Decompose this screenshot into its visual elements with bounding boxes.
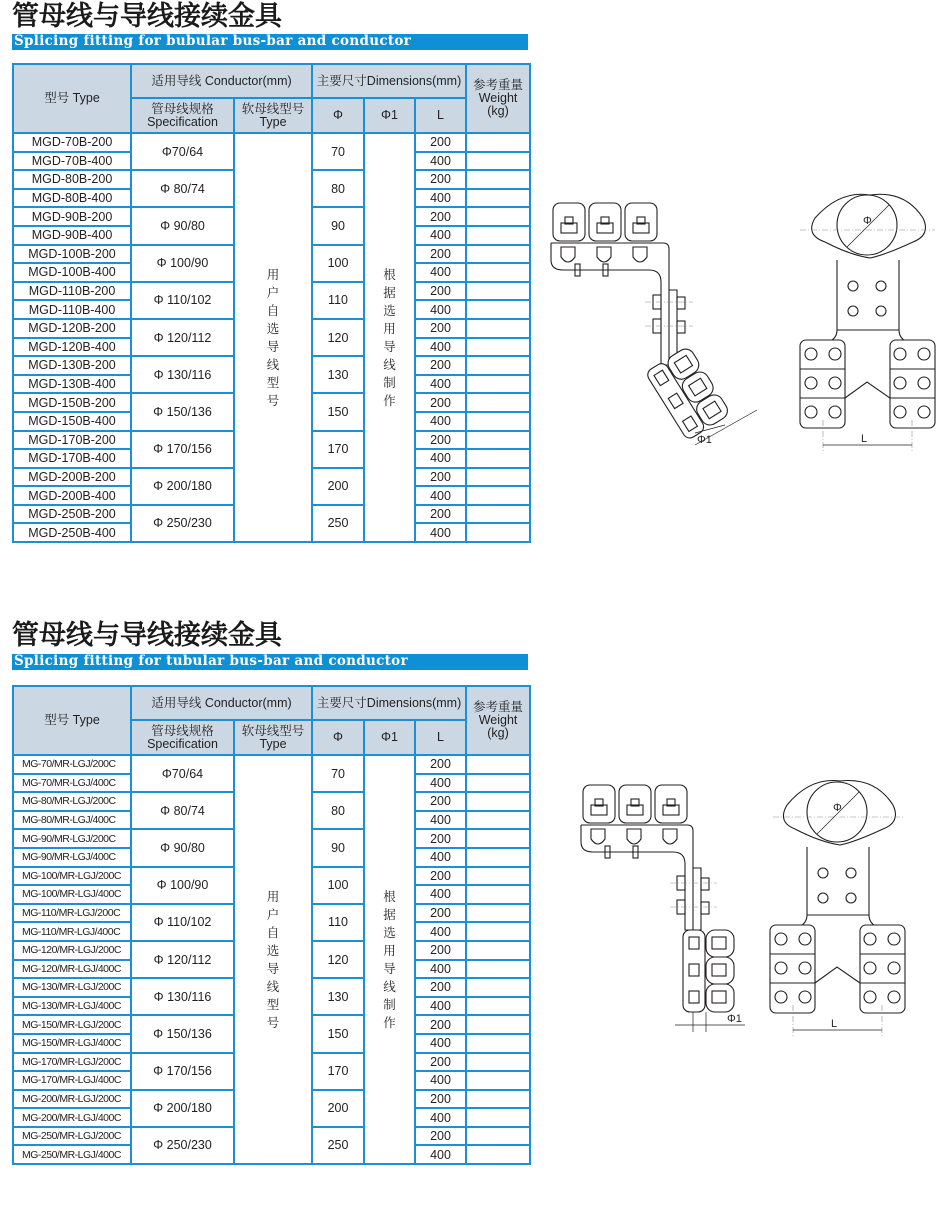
header-conductor: 适用导线 Conductor(mm)	[131, 686, 312, 720]
phi-cell: 100	[312, 245, 364, 282]
length-cell: 400	[415, 1071, 466, 1090]
spec-cell: Φ70/64	[131, 133, 234, 170]
soft-type-note-cell	[234, 755, 312, 1164]
phi1-note-char: 用	[383, 943, 396, 958]
weight-cell	[466, 152, 530, 171]
model-cell: MGD-120B-200	[13, 319, 131, 338]
model-cell: MGD-130B-400	[13, 375, 131, 394]
soft-type-note-char: 选	[266, 321, 280, 336]
phi1-note-char: 作	[383, 1015, 396, 1030]
soft-type-note-char: 用	[266, 267, 280, 282]
phi1-note-char: 作	[383, 393, 396, 408]
model-cell: MGD-250B-200	[13, 505, 131, 524]
header-weight-unit: (kg)	[487, 726, 509, 740]
header-L: L	[415, 98, 466, 133]
model-cell: MGD-80B-200	[13, 170, 131, 189]
header-phi: Φ	[312, 98, 364, 133]
phi-cell: 110	[312, 904, 364, 941]
soft-type-note-char: 号	[266, 393, 280, 408]
weight-cell	[466, 811, 530, 830]
header-dimensions: 主要尺寸Dimensions(mm)	[312, 686, 466, 720]
weight-cell	[466, 922, 530, 941]
weight-cell	[466, 774, 530, 793]
model-cell: MGD-90B-400	[13, 226, 131, 245]
weight-cell	[466, 319, 530, 338]
spec-cell: Φ 80/74	[131, 792, 234, 829]
header-weight-en: Weight	[478, 91, 518, 105]
soft-type-note-char: 自	[266, 303, 280, 318]
phi1-note-char: 据	[383, 907, 396, 922]
spec-cell: Φ 100/90	[131, 245, 234, 282]
model-cell: MGD-150B-400	[13, 412, 131, 431]
weight-cell	[466, 848, 530, 867]
phi-cell: 200	[312, 1090, 364, 1127]
weight-cell	[466, 133, 530, 152]
soft-type-note-char: 导	[266, 339, 280, 354]
spec-cell: Φ 250/230	[131, 1127, 234, 1164]
phi1-note-char: 线	[383, 357, 396, 372]
length-cell: 200	[415, 941, 466, 960]
soft-type-note-char: 号	[266, 1015, 280, 1030]
header-soft-cn: 软母线型号	[241, 101, 305, 116]
model-cell: MG-80/MR-LGJ/200C	[13, 792, 131, 811]
header-soft-type	[234, 98, 312, 133]
model-cell: MG-250/MR-LGJ/200C	[13, 1127, 131, 1146]
weight-cell	[466, 393, 530, 412]
phi1-note-char: 根	[383, 267, 396, 282]
phi-cell: 130	[312, 978, 364, 1015]
soft-type-note-char: 线	[266, 979, 280, 994]
model-cell: MGD-70B-200	[13, 133, 131, 152]
header-spec-en: Specification	[147, 114, 218, 129]
length-cell: 400	[415, 263, 466, 282]
header-spec	[131, 720, 234, 755]
weight-cell	[466, 904, 530, 923]
model-cell: MGD-170B-400	[13, 449, 131, 468]
header-soft-cn: 软母线型号	[241, 723, 305, 738]
phi-cell: 150	[312, 393, 364, 430]
weight-cell	[466, 1127, 530, 1146]
model-cell: MG-70/MR-LGJ/200C	[13, 755, 131, 774]
length-cell: 400	[415, 885, 466, 904]
spec-cell: Φ 120/112	[131, 319, 234, 356]
phi-cell: 100	[312, 867, 364, 904]
model-cell: MG-170/MR-LGJ/400C	[13, 1071, 131, 1090]
weight-cell	[466, 226, 530, 245]
model-cell: MGD-100B-200	[13, 245, 131, 264]
weight-cell	[466, 885, 530, 904]
header-phi: Φ	[312, 720, 364, 755]
length-cell: 200	[415, 207, 466, 226]
spec-cell: Φ 130/116	[131, 978, 234, 1015]
length-cell: 400	[415, 997, 466, 1016]
lower-vertical-clamp	[683, 930, 734, 1012]
weight-cell	[466, 338, 530, 357]
weight-cell	[466, 755, 530, 774]
phi-cell: 250	[312, 1127, 364, 1164]
length-cell: 400	[415, 523, 466, 542]
section-1-table-body	[13, 133, 530, 542]
header-weight-cn: 参考重量	[473, 700, 524, 714]
length-cell: 400	[415, 412, 466, 431]
phi-cell: 250	[312, 505, 364, 542]
weight-cell	[466, 300, 530, 319]
phi1-note-char: 线	[383, 979, 396, 994]
section-1-spec-table	[12, 63, 531, 543]
header-spec-en: Specification	[147, 736, 218, 751]
diagram-label-L: L	[831, 1018, 838, 1030]
header-type: 型号 Type	[13, 686, 131, 755]
length-cell: 200	[415, 978, 466, 997]
model-cell: MG-110/MR-LGJ/200C	[13, 904, 131, 923]
length-cell: 200	[415, 1053, 466, 1072]
phi1-note-char: 选	[383, 925, 396, 940]
front-view-diagram	[765, 775, 925, 1040]
spec-cell: Φ 110/102	[131, 904, 234, 941]
length-cell: 200	[415, 1127, 466, 1146]
phi-cell: 120	[312, 941, 364, 978]
model-cell: MG-80/MR-LGJ/400C	[13, 811, 131, 830]
soft-type-note-char: 导	[266, 961, 280, 976]
spec-cell: Φ 150/136	[131, 1015, 234, 1052]
weight-cell	[466, 1015, 530, 1034]
header-soft-type	[234, 720, 312, 755]
diagram-label-phi1: Φ1	[697, 434, 712, 446]
length-cell: 400	[415, 1034, 466, 1053]
header-weight	[466, 64, 530, 133]
diagram-label-phi: Φ	[833, 802, 842, 814]
soft-type-note-char: 自	[266, 925, 280, 940]
side-view-diagram-angled	[545, 195, 765, 455]
model-cell: MGD-120B-400	[13, 338, 131, 357]
front-view-diagram	[795, 190, 940, 455]
spec-cell: Φ70/64	[131, 755, 234, 792]
length-cell: 400	[415, 152, 466, 171]
spec-cell: Φ 250/230	[131, 505, 234, 542]
spec-cell: Φ 200/180	[131, 1090, 234, 1127]
length-cell: 200	[415, 245, 466, 264]
soft-type-note-char: 户	[266, 907, 280, 922]
header-weight-cn: 参考重量	[473, 78, 524, 92]
weight-cell	[466, 505, 530, 524]
model-cell: MG-170/MR-LGJ/200C	[13, 1053, 131, 1072]
model-cell: MG-150/MR-LGJ/400C	[13, 1034, 131, 1053]
length-cell: 400	[415, 449, 466, 468]
length-cell: 400	[415, 338, 466, 357]
section-2-title-bar	[12, 654, 528, 670]
model-cell: MG-100/MR-LGJ/400C	[13, 885, 131, 904]
model-cell: MGD-170B-200	[13, 431, 131, 450]
weight-cell	[466, 431, 530, 450]
length-cell: 400	[415, 848, 466, 867]
section-1-title-cn: 管母线与导线接续金具	[12, 1, 282, 32]
length-cell: 200	[415, 755, 466, 774]
table-row	[13, 133, 530, 152]
header-type: 型号 Type	[13, 64, 131, 133]
model-cell: MG-90/MR-LGJ/400C	[13, 848, 131, 867]
phi-cell: 90	[312, 829, 364, 866]
spec-cell: Φ 100/90	[131, 867, 234, 904]
phi-cell: 200	[312, 468, 364, 505]
top-clamp-row	[583, 785, 687, 823]
header-phi1: Φ1	[364, 98, 415, 133]
phi1-note-char: 根	[383, 889, 396, 904]
phi1-note-cell	[364, 755, 415, 1164]
weight-cell	[466, 207, 530, 226]
spec-cell: Φ 130/116	[131, 356, 234, 393]
table-row	[13, 755, 530, 774]
header-dimensions: 主要尺寸Dimensions(mm)	[312, 64, 466, 98]
header-weight	[466, 686, 530, 755]
phi-cell: 70	[312, 755, 364, 792]
model-cell: MGD-200B-400	[13, 486, 131, 505]
weight-cell	[466, 1053, 530, 1072]
soft-type-note-char: 型	[266, 375, 280, 390]
weight-cell	[466, 523, 530, 542]
spec-cell: Φ 200/180	[131, 468, 234, 505]
weight-cell	[466, 468, 530, 487]
weight-cell	[466, 1108, 530, 1127]
phi1-note-char: 选	[383, 303, 396, 318]
length-cell: 200	[415, 319, 466, 338]
header-weight-en: Weight	[478, 713, 518, 727]
length-cell: 200	[415, 393, 466, 412]
weight-cell	[466, 412, 530, 431]
weight-cell	[466, 486, 530, 505]
model-cell: MGD-130B-200	[13, 356, 131, 375]
section-2-title-cn: 管母线与导线接续金具	[12, 620, 282, 651]
spec-cell: Φ 80/74	[131, 170, 234, 207]
model-cell: MG-70/MR-LGJ/400C	[13, 774, 131, 793]
model-cell: MG-250/MR-LGJ/400C	[13, 1145, 131, 1164]
model-cell: MG-110/MR-LGJ/400C	[13, 922, 131, 941]
soft-type-note-char: 户	[266, 285, 280, 300]
phi1-note-cell	[364, 133, 415, 542]
weight-cell	[466, 867, 530, 886]
length-cell: 200	[415, 170, 466, 189]
weight-cell	[466, 1071, 530, 1090]
length-cell: 400	[415, 375, 466, 394]
phi1-note-char: 导	[383, 339, 396, 354]
model-cell: MG-120/MR-LGJ/200C	[13, 941, 131, 960]
model-cell: MG-90/MR-LGJ/200C	[13, 829, 131, 848]
length-cell: 400	[415, 486, 466, 505]
model-cell: MGD-110B-200	[13, 282, 131, 301]
model-cell: MGD-250B-400	[13, 523, 131, 542]
phi-cell: 170	[312, 1053, 364, 1090]
phi-cell: 90	[312, 207, 364, 244]
length-cell: 400	[415, 774, 466, 793]
diagram-label-L: L	[861, 433, 868, 445]
length-cell: 200	[415, 867, 466, 886]
soft-type-note-char: 型	[266, 997, 280, 1012]
length-cell: 200	[415, 792, 466, 811]
spec-cell: Φ 90/80	[131, 829, 234, 866]
phi-cell: 150	[312, 1015, 364, 1052]
header-soft-en: Type	[259, 736, 287, 751]
weight-cell	[466, 189, 530, 208]
spec-cell: Φ 170/156	[131, 1053, 234, 1090]
length-cell: 200	[415, 431, 466, 450]
phi-cell: 80	[312, 792, 364, 829]
section-2-spec-table	[12, 685, 531, 1165]
weight-cell	[466, 997, 530, 1016]
header-spec	[131, 98, 234, 133]
section-1-title-en: Splicing fitting for bubular bus-bar and conductor	[14, 33, 412, 49]
phi1-note-char: 制	[383, 997, 396, 1012]
weight-cell	[466, 1145, 530, 1164]
phi1-note-char: 导	[383, 961, 396, 976]
model-cell: MG-200/MR-LGJ/200C	[13, 1090, 131, 1109]
weight-cell	[466, 282, 530, 301]
lower-angled-clamp	[645, 346, 731, 441]
weight-cell	[466, 792, 530, 811]
weight-cell	[466, 941, 530, 960]
length-cell: 400	[415, 960, 466, 979]
phi-cell: 70	[312, 133, 364, 170]
header-soft-en: Type	[259, 114, 287, 129]
model-cell: MG-120/MR-LGJ/400C	[13, 960, 131, 979]
section-1-title-bar	[12, 34, 528, 50]
phi1-note-char: 制	[383, 375, 396, 390]
length-cell: 400	[415, 922, 466, 941]
weight-cell	[466, 263, 530, 282]
model-cell: MG-130/MR-LGJ/400C	[13, 997, 131, 1016]
length-cell: 200	[415, 1015, 466, 1034]
model-cell: MG-130/MR-LGJ/200C	[13, 978, 131, 997]
weight-cell	[466, 245, 530, 264]
length-cell: 400	[415, 811, 466, 830]
header-phi1: Φ1	[364, 720, 415, 755]
length-cell: 200	[415, 829, 466, 848]
section-2-table-body	[13, 755, 530, 1164]
side-view-diagram-vertical	[575, 780, 755, 1035]
length-cell: 200	[415, 904, 466, 923]
model-cell: MGD-90B-200	[13, 207, 131, 226]
model-cell: MG-150/MR-LGJ/200C	[13, 1015, 131, 1034]
length-cell: 400	[415, 189, 466, 208]
section-2-title-en: Splicing fitting for tubular bus-bar and conductor	[14, 653, 408, 669]
weight-cell	[466, 170, 530, 189]
length-cell: 400	[415, 1108, 466, 1127]
header-L: L	[415, 720, 466, 755]
length-cell: 200	[415, 282, 466, 301]
weight-cell	[466, 1090, 530, 1109]
diagram-label-phi1: Φ1	[727, 1013, 742, 1025]
top-clamp-row	[553, 203, 657, 241]
spec-cell: Φ 120/112	[131, 941, 234, 978]
soft-type-note-cell	[234, 133, 312, 542]
length-cell: 200	[415, 468, 466, 487]
spec-cell: Φ 150/136	[131, 393, 234, 430]
length-cell: 400	[415, 226, 466, 245]
model-cell: MGD-150B-200	[13, 393, 131, 412]
header-spec-cn: 管母线规格	[151, 723, 214, 738]
header-weight-unit: (kg)	[487, 104, 509, 118]
phi-cell: 130	[312, 356, 364, 393]
length-cell: 200	[415, 1090, 466, 1109]
model-cell: MGD-100B-400	[13, 263, 131, 282]
spec-cell: Φ 170/156	[131, 431, 234, 468]
weight-cell	[466, 1034, 530, 1053]
phi-cell: 120	[312, 319, 364, 356]
diagram-label-phi: Φ	[863, 215, 872, 227]
weight-cell	[466, 356, 530, 375]
weight-cell	[466, 960, 530, 979]
model-cell: MGD-110B-400	[13, 300, 131, 319]
weight-cell	[466, 375, 530, 394]
weight-cell	[466, 978, 530, 997]
length-cell: 200	[415, 505, 466, 524]
soft-type-note-char: 线	[266, 357, 280, 372]
model-cell: MGD-80B-400	[13, 189, 131, 208]
phi1-note-char: 用	[383, 321, 396, 336]
model-cell: MG-200/MR-LGJ/400C	[13, 1108, 131, 1127]
model-cell: MG-100/MR-LGJ/200C	[13, 867, 131, 886]
weight-cell	[466, 829, 530, 848]
spec-cell: Φ 110/102	[131, 282, 234, 319]
phi-cell: 80	[312, 170, 364, 207]
phi-cell: 170	[312, 431, 364, 468]
soft-type-note-char: 用	[266, 889, 280, 904]
spec-cell: Φ 90/80	[131, 207, 234, 244]
phi-cell: 110	[312, 282, 364, 319]
length-cell: 200	[415, 356, 466, 375]
model-cell: MGD-70B-400	[13, 152, 131, 171]
weight-cell	[466, 449, 530, 468]
header-conductor: 适用导线 Conductor(mm)	[131, 64, 312, 98]
soft-type-note-char: 选	[266, 943, 280, 958]
length-cell: 200	[415, 133, 466, 152]
length-cell: 400	[415, 1145, 466, 1164]
model-cell: MGD-200B-200	[13, 468, 131, 487]
length-cell: 400	[415, 300, 466, 319]
phi1-note-char: 据	[383, 285, 396, 300]
header-spec-cn: 管母线规格	[151, 101, 214, 116]
